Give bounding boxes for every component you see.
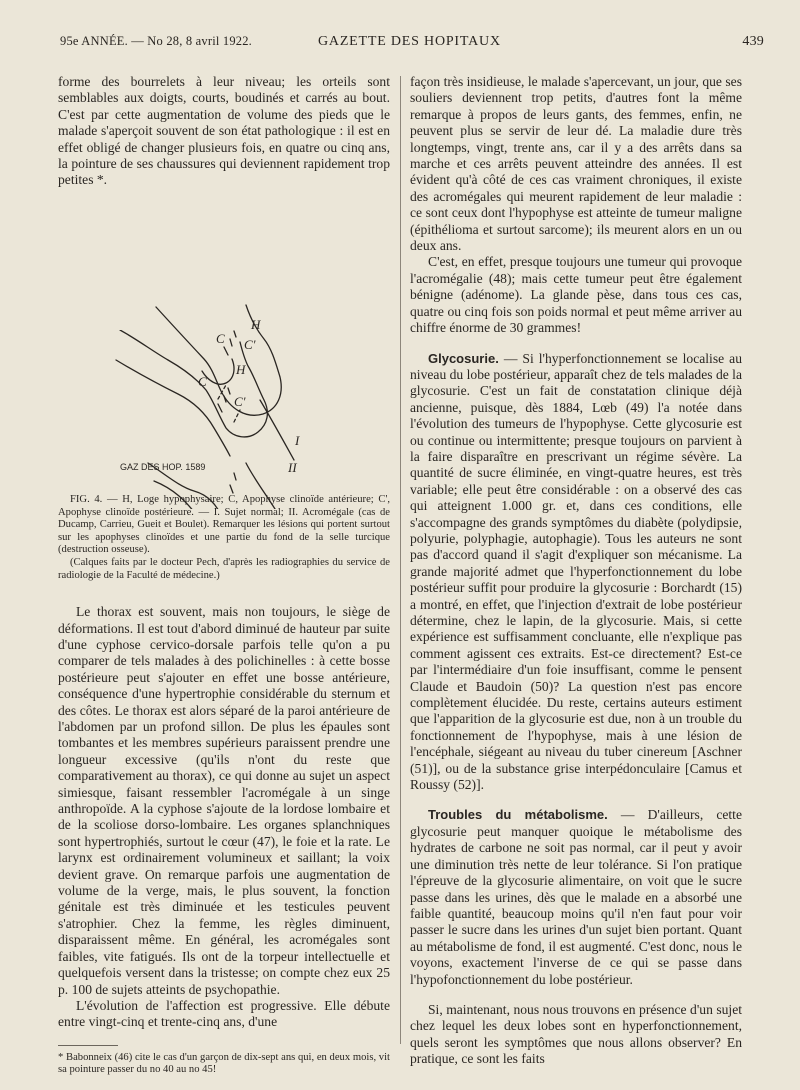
section-title-glycosurie: Glycosurie. [428,350,499,366]
paragraph: L'évolution de l'affection est progressive. Elle débute entre vingt-cinq et trente-cinq ans, d'une [58,997,390,1030]
section-title-metabolisme: Troubles du métabolisme. [428,807,608,823]
fig-label-h1: H [251,316,261,332]
fig-label-c2: C [198,374,207,389]
page-header [60,34,764,56]
tracing-ii-base [116,360,230,456]
paragraph: C'est, en effet, presque toujours une tumeur qui provoque l'acromégalie (48); mais cette tumeur peut être également bénigne (adénome). La glande pèse, dans tous ces cas, quatre ou cinq fois son poids normal et peut même arriver au chiffre énorme de 30 grammes! [410,254,742,336]
caption-main: FIG. 4. — H, Loge hypophysaire; C, Apophyse clinoïde antérieure; C', Apophyse clinoïde postérieure. — I. Sujet normal; II. Acromégale (cas de Ducamp, Carrieu, Gueit et Boulet). Remarquer les lésions qui portent surtout sur les apophyses clinoïdes et une partie du fond de la selle turcique (destruction osseuse). [58,494,390,556]
tracing-ii-slope [260,400,294,460]
paragraph: Le thorax est souvent, mais non toujours, le siège de déformations. Il est tout d'abord diminué de hauteur par suite d'une cyphose cervico-dorsale parfois telle qu'on a pu comparer de tels malades à des polichinelles : à cette bosse postérieure peut s'ajouter en effet une bosse antérieure, conséquence d'une hypertrophie considérable du sternum et des côtes. Le thorax est alors séparé de la paroi antérieure de l'abdomen par un profond sillon. De plus les épaules sont tombantes et les membres supérieurs paraissent prendre une longueur excessive (qu'ils n'ont du reste que comparativement au thorax), ce qui donne au sujet un aspect simiesque, faisant ressembler l'acromégale à un singe anthropoïde. A la cyphose s'ajoute de la lordose lombaire et de la scoliose dorso-lombaire. Les organes splanchniques sont hypertrophiés, surtout le cœur (47), le foie et la rate. Le larynx est ordinairement volumineux et saillant; la voix devient grave. On remarque parfois une augmentation de volume de la verge, mais, le plus souvent, la fonction génitale est très diminuée et les testicules peuvent s'atrophier. Chez la femme, les règles diminuent, disparaissent même. En général, les acromégales sont faibles, vite fatigués. Ils ont de la torpeur intellectuelle et quelquefois versent dans la tristesse; on compte chez eux 25 p. 100 de sujets atteints de psychopathie. [58,604,390,997]
fig-label-c1: C [216,330,225,346]
tracing-ii-lesion [218,388,230,412]
fig-label-cp2: C' [234,394,246,409]
right-column [410,74,742,1068]
fig-label-cp1: C' [244,336,256,352]
section-text: — D'ailleurs, cette glycosurie peut manquer quoique le métabolisme des hydrates de carbone ne soit pas normal, car il peut y avoir une diminution très nette de leur tolérance. Si l'on pratique l'épreuve de la glycosurie alimentaire, on voit que le sucre passe dans les urines, dès que le malade en a absorbé une faible quantité, beaucoup moins qu'il n'en faut pour voir passer le sucre dans les urines d'un sujet bien portant. Quant au métabolisme de fond, il est augmenté. C'est donc, nous le voyons, exactement l'inverse de ce qui se passe dans l'hypofonctionnement du lobe postérieur. [410,807,742,987]
left-column-lower [58,494,390,1077]
paragraph: Si, maintenant, nous nous trouvons en présence d'un sujet chez lequel les deux lobes sont en hyperfonctionnement, quels seront les symptômes que nous allons observer? En pratique, ce sont les faits [410,1001,742,1067]
paragraph-metabolisme [410,807,742,987]
footnote: * Babonneix (46) cite le cas d'un garçon de dix-sept ans qui, en deux mois, vit sa pointure passer du no 40 au no 45! [58,1051,390,1076]
issue-info: 95e ANNÉE. — No 28, 8 avril 1922. [60,34,252,48]
section-text: — Si l'hyperfonctionnement se localise au niveau du lobe postérieur, apparaît chez de tels malades de la glycosurie. C'est un fait de constatation clinique déjà ancienne, puisque, dès 1884, Lœb (49) l'a notée dans l'évolution des tumeurs de l'hypophyse. Cette glycosurie est ou continue ou intermittente; presque toujours on parvient à la faire disparaître en prescrivant un régime sévère. La quantité de sucre éliminée, en vingt-quatre heures, est très variable; elle peut être considérable : on a observé des cas qui atteignent 1.000 gr. et, dans ces conditions, elle s'accompagne des grands symptômes du diabète (polydipsie, polyurie, polyphagie, autophagie). Tous les auteurs ne sont pas d'accord quand il s'agit d'expliquer son mécanisme. La grande majorité admet que l'hyperfonctionnement du lobe postérieur suffit pour produire la glycosurie : Borchardt (15) a montré, en effet, que l'injection d'extrait de lobe postérieur détermine, chez le lapin, de la glycosurie. Mais, si cette expérience est suffisamment concluante, elle n'explique pas comment agissent ces extraits. Est-ce directement? Est-ce par l'intermédiaire d'un foie insuffisant, comme le pensent Claude et Baudoin (50)? La question n'est pas encore complètement élucidée. Du reste, certains auteurs estiment que l'apparition de la glycosurie est due, non à un trouble du fonctionnement de l'hypophyse, mais à une lésion de l'encéphale, siégeant au niveau du tuber cinereum [Aschner (51)], ou de la substance grise interpédonculaire [Camus et Roussy (52)]. [410,350,742,793]
paragraph-glycosurie [410,351,742,794]
column-divider [400,76,401,1044]
tracing-ii-outline [120,330,267,437]
figure-4-part-ii [58,330,390,490]
footnote-rule [58,1045,118,1046]
tracing-ii-dash [234,410,240,422]
figure-caption [58,494,390,582]
page-number: 439 [742,34,764,49]
fig-label-ii: II [288,460,297,475]
fig-label-h2: H [236,362,246,377]
fig-label-i: I [295,432,300,448]
caption-credit: (Calques faits par le docteur Pech, d'après les radiographies du service de radiologie de la Faculté de médecine.) [58,556,390,581]
spacer [410,793,742,807]
paragraph: forme des bourrelets à leur niveau; les orteils sont semblables aux doigts, courts, boudinés et carrés au bout. C'est par cette augmentation de volume des pieds que le malade s'aperçoit souvent de son état pathologique : il est en effet obligé de changer plusieurs fois, en quatre ou cinq ans, la pointure de ses chaussures qui deviennent rapidement trop petites *. [58,74,390,188]
spacer [410,337,742,351]
paragraph: façon très insidieuse, le malade s'apercevant, un jour, que ses souliers deviennent trop petits, d'autres font la même remarque à propos de leurs gants, des femmes, enfin, ne peuvent plus se servir de leur dé. La maladie dure très longtemps, vingt, trente ans, car il y a des arrêts dans sa marche et ces arrêts peuvent atteindre des années. Il est évident qu'à côté de ces cas vraiment chroniques, il existe des acromégales qui meurent rapidement de leur maladie : ce sont ceux dont l'hypophyse est atteinte de tumeur maligne (épithélioma et surtout sarcome); ils meurent alors en un ou deux ans. [410,74,742,254]
figure-credit: GAZ DES HOP. 1589 [120,462,206,472]
spacer [410,988,742,1002]
journal-title: GAZETTE DES HOPITAUX [318,34,501,49]
